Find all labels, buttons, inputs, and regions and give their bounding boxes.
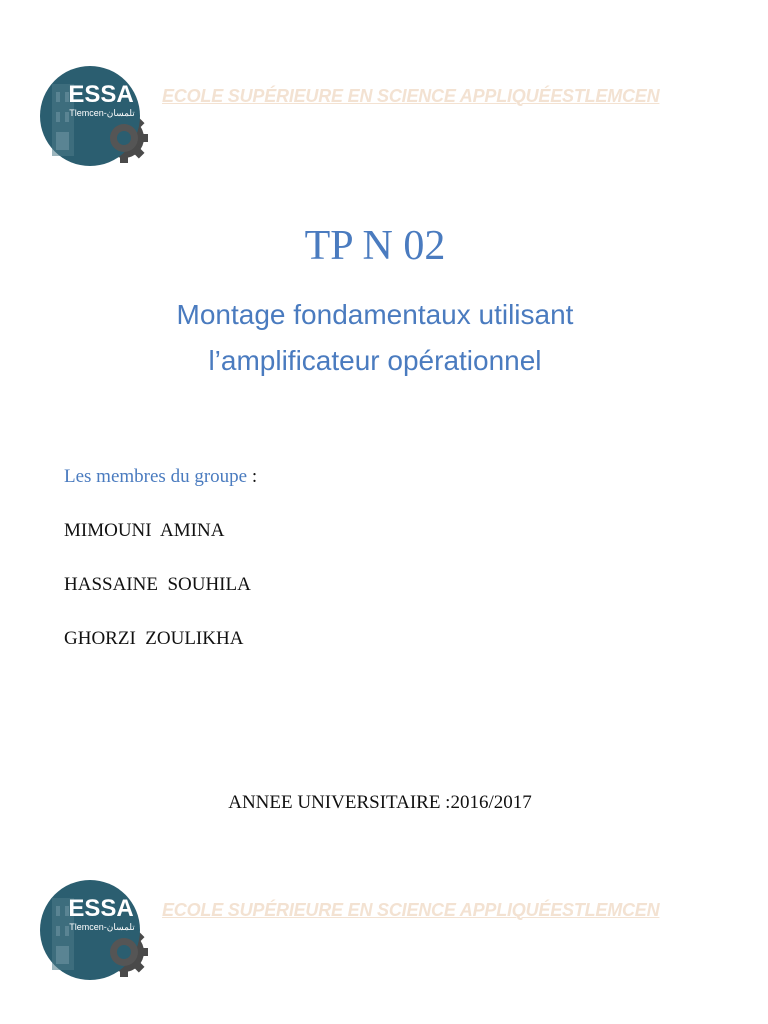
member-name-1: MIMOUNI AMINA bbox=[64, 520, 225, 541]
essa-logo-bottom bbox=[38, 878, 148, 984]
header-bottom bbox=[38, 878, 718, 984]
academic-year: ANNEE UNIVERSITAIRE :2016/2017 bbox=[228, 792, 532, 813]
document-subtitle bbox=[0, 292, 750, 384]
essa-logo bbox=[38, 64, 148, 170]
logo-subtext-bottom: Tlemcen-تلمسان bbox=[69, 922, 135, 932]
school-name-bottom: ECOLE SUPÉRIEURE EN SCIENCE APPLIQUÉESTLEMCEN bbox=[162, 900, 660, 920]
header-top bbox=[38, 64, 718, 170]
school-name: ECOLE SUPÉRIEURE EN SCIENCE APPLIQUÉESTLEMCEN bbox=[162, 86, 660, 106]
logo-subtext: Tlemcen-تلمسان bbox=[69, 108, 135, 118]
logo-text: ESSA bbox=[68, 81, 134, 108]
members-label-colon: : bbox=[247, 466, 258, 487]
members-heading bbox=[64, 466, 257, 488]
subtitle-line-2: l’amplificateur opérationnel bbox=[208, 345, 542, 376]
member-name-3: GHORZI ZOULIKHA bbox=[64, 628, 244, 649]
members-label: Les membres du groupe bbox=[64, 466, 248, 487]
subtitle-line-1: Montage fondamentaux utilisant bbox=[176, 299, 574, 330]
document-title: TP N 02 bbox=[304, 223, 446, 269]
logo-text-bottom: ESSA bbox=[68, 895, 134, 922]
member-name-2: HASSAINE SOUHILA bbox=[64, 574, 251, 595]
